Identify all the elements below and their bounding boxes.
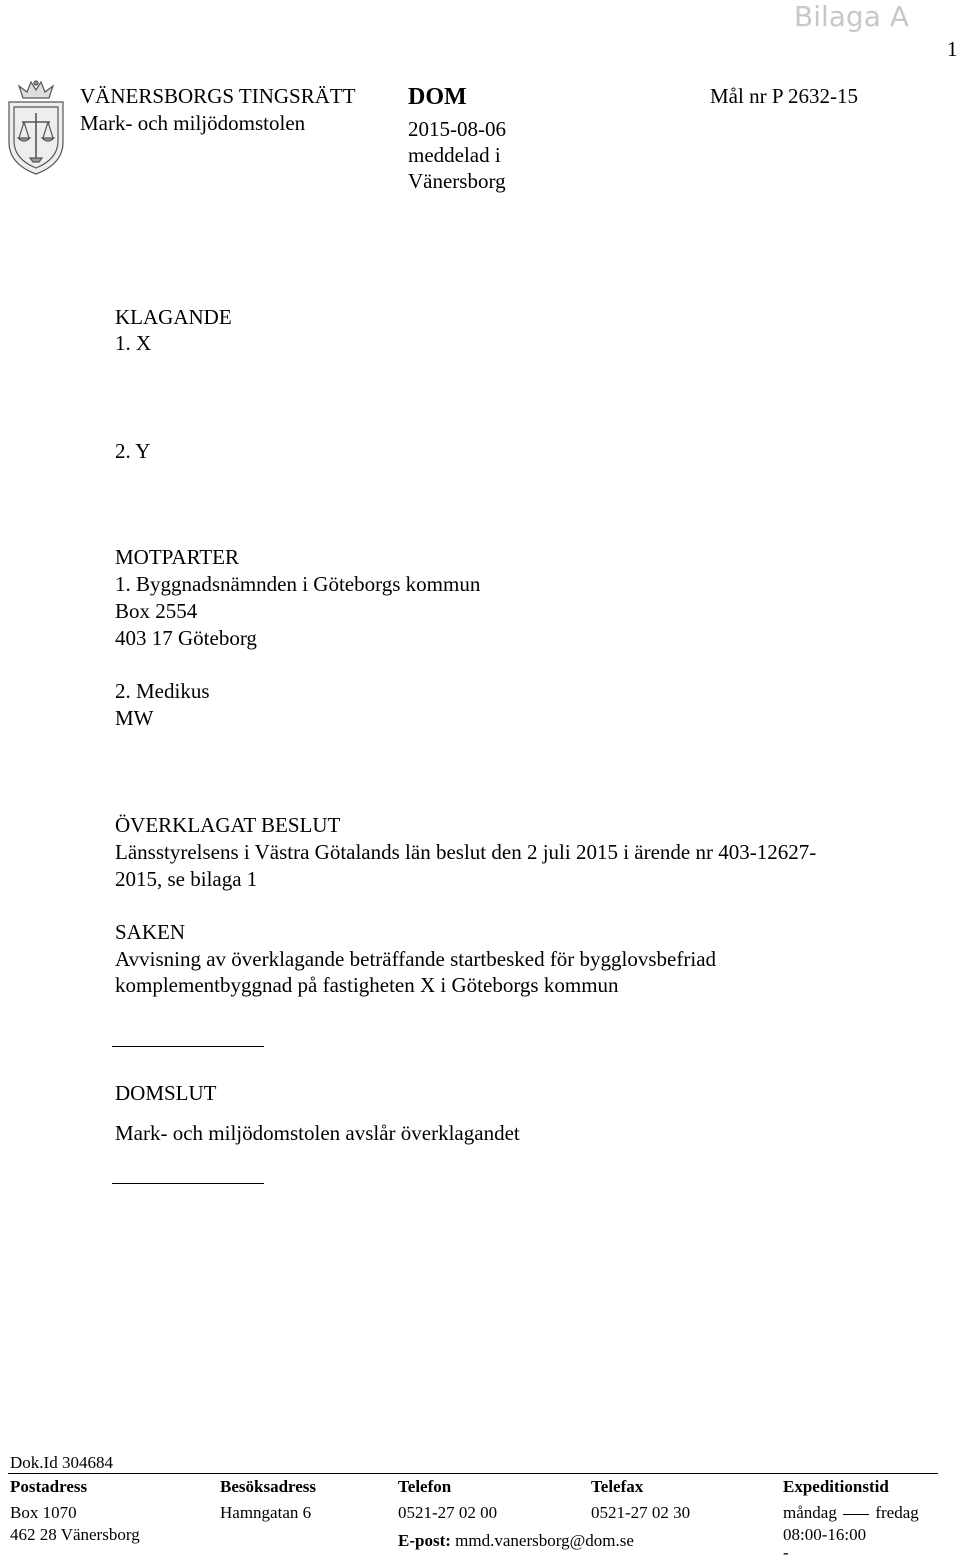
domslut-text: Mark- och miljödomstolen avslår överklagandet: [115, 1121, 520, 1145]
motpart-1-city: 403 17 Göteborg: [115, 626, 257, 650]
footer-telefon: 0521-27 02 00: [398, 1503, 498, 1522]
footer-header-besoksadress: Besöksadress: [220, 1477, 317, 1496]
motpart-2-name: 2. Medikus: [115, 679, 210, 703]
footer-exp-day-start: måndag: [783, 1503, 837, 1522]
footer-telefax: 0521-27 02 30: [591, 1503, 691, 1522]
footer-expeditionstid-days: [783, 1503, 919, 1523]
overklagat-line-1: Länsstyrelsens i Västra Götalands län beslut den 2 juli 2015 i ärende nr 403-12627-: [115, 840, 817, 864]
court-name: VÄNERSBORGS TINGSRÄTT: [80, 84, 356, 108]
motpart-2-rep: MW: [115, 706, 154, 730]
klagande-party-1: 1. X: [115, 331, 152, 355]
footer-email: [398, 1531, 634, 1551]
footer-email-label: E-post:: [398, 1531, 451, 1550]
section-divider-bottom: [112, 1183, 264, 1184]
announced-place: Vänersborg: [408, 169, 506, 193]
page-number: 1: [947, 37, 958, 61]
motpart-1-box: Box 2554: [115, 599, 198, 623]
footer-postadress-city: 462 28 Vänersborg: [10, 1525, 140, 1544]
document-date: 2015-08-06: [408, 117, 506, 141]
footer-exp-day-end: fredag: [875, 1503, 919, 1522]
saken-line-1: Avvisning av överklagande beträffande startbesked för bygglovsbefriad: [115, 947, 717, 971]
klagande-heading: KLAGANDE: [115, 305, 232, 329]
section-divider-top: [112, 1046, 264, 1047]
footer-rule: [8, 1473, 938, 1474]
footer-header-telefax: Telefax: [591, 1477, 644, 1496]
footer-expeditionstid-hours: 08:00-16:00: [783, 1525, 867, 1544]
motparter-heading: MOTPARTER: [115, 545, 239, 569]
saken-heading: SAKEN: [115, 920, 186, 944]
footer-header-expeditionstid: Expeditionstid: [783, 1477, 889, 1496]
footer-exp-trailing-dash: -: [783, 1543, 789, 1562]
document-id: Dok.Id 304684: [10, 1453, 113, 1472]
footer-besoksadress: Hamngatan 6: [220, 1503, 312, 1522]
overklagat-heading: ÖVERKLAGAT BESLUT: [115, 813, 341, 837]
domslut-heading: DOMSLUT: [115, 1081, 217, 1105]
case-number: Mål nr P 2632-15: [710, 84, 858, 108]
overklagat-line-2: 2015, se bilaga 1: [115, 867, 258, 891]
court-division: Mark- och miljödomstolen: [80, 111, 306, 135]
footer-exp-dash: [843, 1514, 869, 1515]
footer-header-postadress: Postadress: [10, 1477, 88, 1496]
watermark: Bilaga A: [794, 0, 909, 33]
announced-label: meddelad i: [408, 143, 501, 167]
document-type: DOM: [408, 84, 467, 110]
motpart-1-name: 1. Byggnadsnämnden i Göteborgs kommun: [115, 572, 481, 596]
klagande-party-2: 2. Y: [115, 439, 151, 463]
court-crest-icon: [3, 80, 69, 178]
footer-email-address: mmd.vanersborg@dom.se: [455, 1531, 634, 1550]
footer-header-telefon: Telefon: [398, 1477, 452, 1496]
saken-line-2: komplementbyggnad på fastigheten X i Göteborgs kommun: [115, 973, 619, 997]
footer-postadress-box: Box 1070: [10, 1503, 77, 1522]
